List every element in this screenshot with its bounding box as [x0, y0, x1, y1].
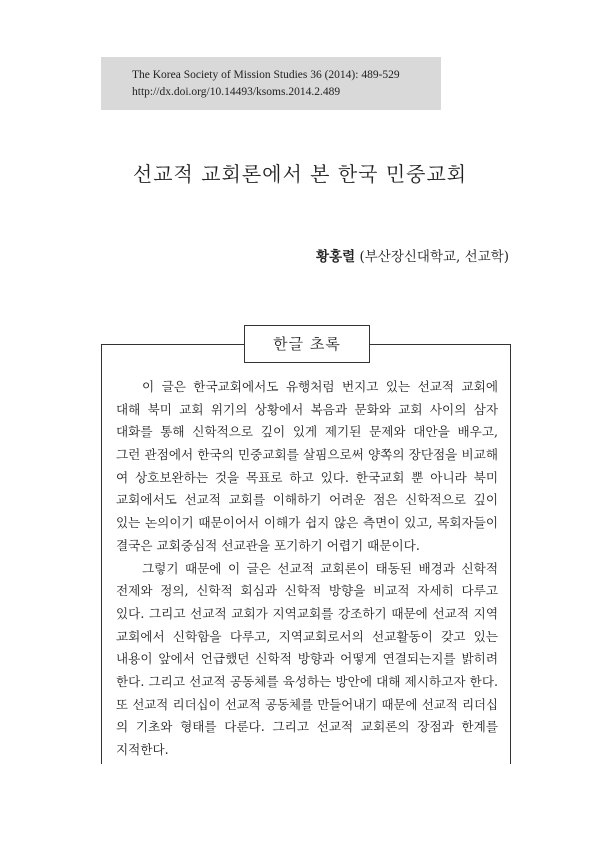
- abstract-line: 그렇기 때문에 이 글은 선교적 교회론이 태동된 배경과 신학적: [142, 560, 498, 576]
- abstract-line: 있다. 그리고 선교적 교회가 지역교회를 강조하기 때문에 선교적 지역: [116, 605, 498, 621]
- abstract-line: 대해 북미 교회 위기의 상황에서 복음과 문화와 교회 사이의 삼자: [116, 401, 498, 417]
- abstract-line: 지적한다.: [116, 742, 169, 757]
- abstract-line: 내용이 앞에서 언급했던 신학적 방향과 어떻게 연결되는지를 밝히려: [116, 651, 498, 667]
- journal-header-box: [101, 57, 441, 110]
- abstract-line: 한다. 그리고 선교적 공동체를 육성하는 방안에 대해 제시하고자 한다.: [116, 673, 498, 689]
- abstract-line: 또 선교적 리더십이 선교적 공동체를 만들어내기 때문에 선교적 리더십: [116, 696, 498, 712]
- abstract-line: 결국은 교회중심적 선교관을 포기하기 어렵기 때문이다.: [116, 537, 420, 553]
- abstract-line: 이 글은 한국교회에서도 유행처럼 번지고 있는 선교적 교회에: [142, 379, 498, 394]
- abstract-line: 교회에서 신학함을 다루고, 지역교회로서의 선교활동이 갖고 있는: [116, 628, 498, 644]
- abstract-line: 있는 논의이기 때문이어서 이해가 쉽지 않은 측면이 있고, 목회자들이: [116, 515, 498, 531]
- journal-citation: The Korea Society of Mission Studies 36 (2014): 489-529: [132, 69, 400, 81]
- abstract-line: 전제와 정의, 신학적 회심과 신학적 방향을 비교적 자세히 다루고: [116, 583, 498, 599]
- abstract-line: 의 기초와 형태를 다룬다. 그리고 선교적 교회론의 장점과 한계를: [116, 719, 498, 735]
- abstract-line: 그런 관점에서 한국의 민중교회를 살핌으로써 양쪽의 장단점을 비교해: [116, 447, 498, 463]
- paper-title: 선교적 교회론에서 본 한국 민중교회: [132, 162, 468, 186]
- abstract-line: 대화를 통해 신학적으로 깊이 있게 제기된 문제와 대안을 배우고,: [116, 424, 498, 440]
- author-name: 황홍렬: [316, 249, 356, 265]
- doi-link[interactable]: http://dx.doi.org/10.14493/ksoms.2014.2.489: [132, 86, 341, 98]
- author-line: [316, 245, 509, 265]
- author-affiliation: (부산장신대학교, 선교학): [359, 249, 509, 265]
- abstract-line: 여 상호보완하는 것을 목표로 하고 있다. 한국교회 뿐 아니라 북미: [116, 469, 498, 485]
- abstract-body: [116, 376, 498, 762]
- abstract-line: 교회에서도 선교적 교회를 이해하기 어려운 점은 신학적으로 깊이: [116, 492, 498, 508]
- abstract-label: 한글 초록: [244, 325, 370, 363]
